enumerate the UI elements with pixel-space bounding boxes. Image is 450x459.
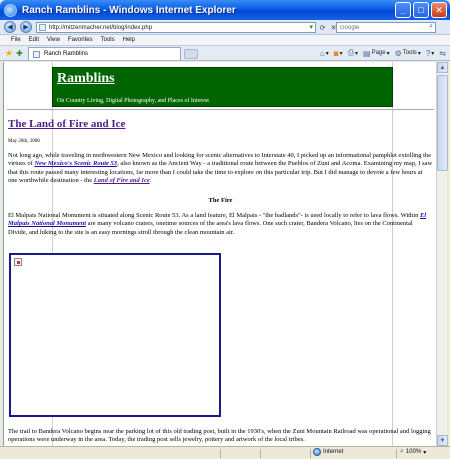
section-heading-fire: The Fire (208, 197, 233, 205)
new-tab-button[interactable] (184, 49, 198, 59)
search-input[interactable] (337, 23, 423, 32)
window-title: Ranch Ramblins - Windows Internet Explorer (22, 4, 236, 16)
tab-bar (0, 46, 450, 61)
photo-frame[interactable] (9, 253, 221, 417)
intro-text-1: Not long ago, while traveling in northwestern New Mexico and looking for scenic alternatives to Interstate 40, I picked up an informational pamphlet extolling the virtues of (8, 152, 432, 168)
back-button[interactable] (4, 21, 16, 33)
tab-label: Ranch Ramblins (44, 51, 89, 57)
url-text[interactable]: http://mitzenmacher.net/blog/index.php (49, 24, 153, 31)
research-button[interactable] (439, 49, 446, 58)
menu-tools[interactable]: Tools (100, 37, 115, 43)
ie-logo-icon (4, 4, 17, 17)
el-malpais-link[interactable]: El Malpais National Monument (8, 212, 427, 228)
tools-menu-button[interactable]: ⚙ Tools ▾ (394, 48, 421, 58)
tools-menu-label: Tools (402, 50, 417, 56)
gear-icon: ⚙ (394, 48, 402, 58)
menu-file[interactable]: File (11, 37, 21, 43)
menu-favorites[interactable]: Favorites (67, 37, 93, 43)
intro-text-3: . (149, 176, 152, 184)
close-button[interactable]: ✕ (431, 2, 447, 18)
fire-text-2: are many volcano craters, onetime sources of the area's lava flows. One such crater, Bandera Volcano, lies on the Continental Divide, and hiking to the site is an easy mornings stroll through the clean mountain air. (8, 220, 413, 236)
vertical-scrollbar[interactable] (436, 62, 447, 446)
post-date: May 20th, 2008 (8, 139, 40, 144)
page-menu-button[interactable]: ▤ Page ▾ (363, 48, 390, 58)
scroll-down-button[interactable]: ▼ (437, 435, 448, 446)
search-icon[interactable]: ⌕ (429, 23, 433, 30)
menu-edit[interactable]: Edit (28, 37, 40, 43)
add-favorites-icon[interactable]: ✚ (16, 48, 23, 58)
intro-paragraph (8, 152, 433, 185)
help-icon: ? (425, 48, 431, 58)
status-divider (310, 449, 311, 458)
home-icon: ⌂ (319, 48, 325, 58)
feeds-button[interactable]: ◙ ▾ (333, 48, 343, 58)
zoom-dropdown-icon[interactable]: ▾ (423, 449, 427, 456)
zone-label: Internet (323, 449, 344, 455)
page-menu-label: Page (371, 50, 386, 56)
page-viewport (3, 62, 436, 446)
printer-icon: ⎙ (347, 48, 355, 57)
trail-paragraph: The trail to Bandera Volcano begins near the parking lot of this old trading post, built in the 1930's, when the Zuni Mountain Railroad was operational and logging operations were underway in the area. Today, the trading post sells jewelry, pottery and artwork of the local tribes. (8, 428, 431, 444)
zoom-icon: ⌕ (400, 448, 404, 455)
status-bar (0, 446, 450, 459)
refresh-icon[interactable]: ⟳ (319, 24, 326, 32)
print-button[interactable]: ⎙ ▾ (347, 48, 359, 57)
research-icon: ⇋ (439, 48, 446, 58)
status-divider (260, 449, 261, 458)
scroll-thumb[interactable] (437, 75, 448, 171)
post-content (8, 118, 433, 237)
rss-feed-icon: ◙ (333, 48, 339, 58)
scroll-up-button[interactable]: ▲ (437, 62, 448, 73)
fire-text-1: El Malpais National Monument is situated along Scenic Route 53. As a land feature, El Malpais - "the badlands"- is used locally to refer to lava flows. Within (8, 212, 420, 220)
title-bar (0, 0, 450, 20)
forward-arrow-icon: ▶ (23, 24, 29, 31)
back-arrow-icon: ◀ (7, 24, 13, 31)
status-divider (220, 449, 221, 458)
fire-paragraph (8, 212, 433, 237)
tab-ranch-ramblins[interactable] (28, 47, 181, 60)
url-field[interactable] (36, 22, 316, 33)
minimize-button[interactable]: _ (395, 2, 411, 18)
address-bar (0, 20, 450, 35)
forward-button[interactable] (20, 21, 32, 33)
stop-icon[interactable]: ✕ (330, 24, 337, 32)
zoom-level: 100% (405, 449, 422, 455)
broken-image-icon (14, 258, 22, 266)
header-divider (7, 109, 434, 110)
help-button[interactable]: ? ▾ (425, 48, 435, 58)
status-divider (396, 449, 397, 458)
scenic-route-53-link[interactable]: New Mexico's Scenic Route 53 (34, 160, 118, 168)
favorites-star-icon[interactable]: ★ (5, 47, 14, 58)
zoom-control[interactable] (400, 448, 426, 456)
blog-title-link[interactable]: Ramblins (57, 71, 115, 86)
maximize-button[interactable]: □ (413, 2, 429, 18)
search-box (336, 22, 436, 33)
page-icon (39, 24, 46, 31)
tab-page-icon (33, 51, 40, 58)
go-dropdown-icon[interactable]: ▾ (309, 24, 313, 31)
post-title-link[interactable]: The Land of Fire and Ice (8, 118, 126, 130)
land-of-fire-and-ice-link[interactable]: Land of Fire and Ice (93, 176, 150, 184)
blog-header-banner (52, 67, 393, 107)
home-button[interactable]: ⌂ ▾ (319, 48, 329, 58)
menu-bar (0, 35, 450, 46)
menu-help[interactable]: Help (122, 37, 135, 43)
menu-view[interactable]: View (47, 37, 60, 43)
intro-text-2: , also known as the Ancient Way - a traditional route between the Pueblos of Zuni and Acoma. Examining my map, I saw that this route passed many interesting locations, far more than I could take the time to explore on this particular trip. But I did manage to devote a few hours at one worthwhile destination - the (8, 160, 433, 184)
security-zone[interactable] (313, 448, 343, 456)
globe-icon (313, 448, 321, 456)
blog-tagline: On Country Living, Digital Photography, and Places of Interest (57, 98, 209, 104)
page-menu-icon: ▤ (363, 48, 371, 58)
